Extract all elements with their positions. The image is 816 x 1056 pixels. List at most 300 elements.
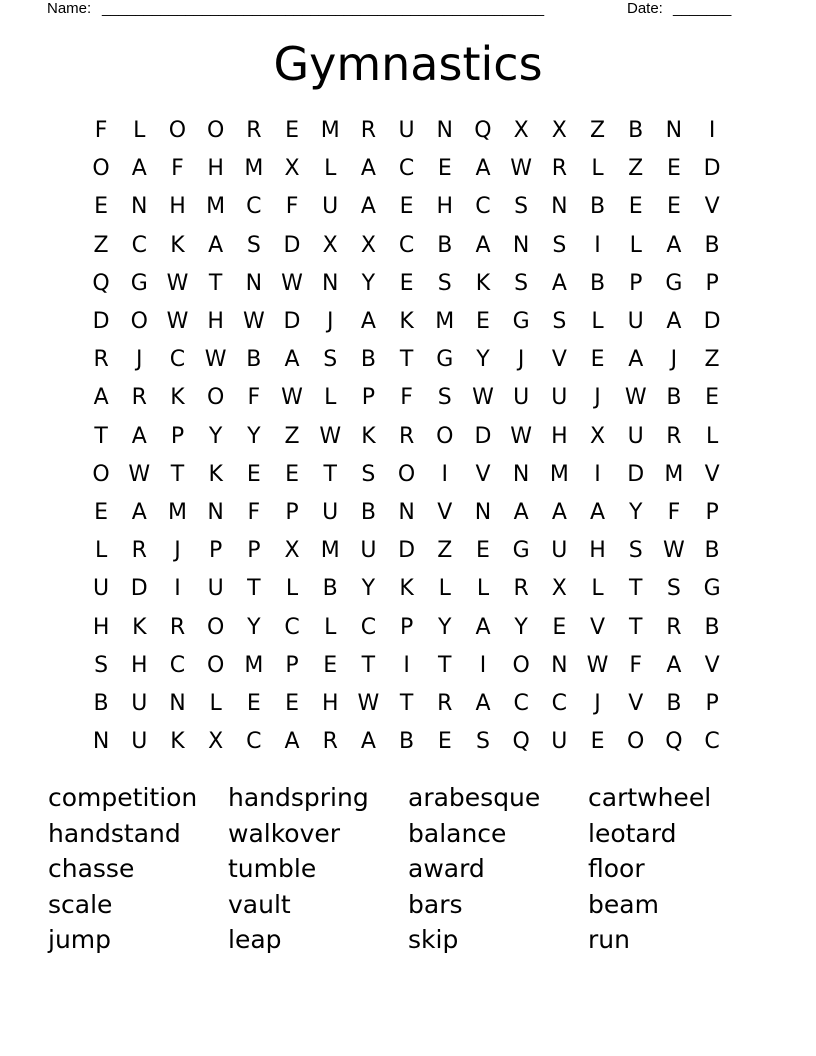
grid-letter[interactable]: W xyxy=(204,347,227,373)
grid-letter[interactable]: N xyxy=(474,499,492,525)
grid-letter[interactable]: D xyxy=(474,423,492,449)
grid-letter[interactable]: I xyxy=(479,652,487,678)
grid-letter[interactable]: A xyxy=(628,347,644,373)
grid-letter[interactable]: Q xyxy=(512,729,530,755)
grid-letter[interactable]: N xyxy=(512,461,530,487)
grid-letter[interactable]: G xyxy=(512,309,530,335)
grid-letter[interactable]: X xyxy=(208,729,224,755)
grid-letter[interactable]: O xyxy=(206,652,225,678)
grid-letter[interactable]: B xyxy=(437,232,453,258)
grid-letter[interactable]: P xyxy=(285,499,299,525)
date-field[interactable]: _______ xyxy=(673,0,732,17)
grid-letter[interactable]: R xyxy=(513,576,529,602)
grid-letter[interactable]: E xyxy=(285,118,299,144)
grid-letter[interactable]: W xyxy=(510,423,533,449)
grid-letter[interactable]: O xyxy=(397,461,416,487)
grid-letter[interactable]: L xyxy=(133,118,146,144)
grid-letter[interactable]: N xyxy=(169,690,186,716)
grid-letter[interactable]: D xyxy=(703,156,721,182)
grid-letter[interactable]: L xyxy=(285,576,299,602)
grid-letter[interactable]: M xyxy=(167,499,187,525)
grid-letter[interactable]: P xyxy=(705,270,719,296)
grid-letter[interactable]: L xyxy=(324,156,337,182)
grid-letter[interactable]: G xyxy=(703,576,721,602)
grid-letter[interactable]: M xyxy=(320,538,340,564)
grid-letter[interactable]: U xyxy=(551,729,568,755)
grid-letter[interactable]: V xyxy=(475,461,491,487)
grid-letter[interactable]: K xyxy=(475,270,491,296)
grid-letter[interactable]: P xyxy=(629,270,643,296)
grid-letter[interactable]: W xyxy=(242,309,265,335)
grid-letter[interactable]: E xyxy=(285,690,299,716)
grid-letter[interactable]: R xyxy=(131,385,147,411)
grid-letter[interactable]: S xyxy=(323,347,338,373)
grid-letter[interactable]: W xyxy=(281,385,303,411)
grid-letter[interactable]: A xyxy=(131,156,147,182)
grid-letter[interactable]: E xyxy=(628,194,643,220)
grid-letter[interactable]: W xyxy=(510,156,533,182)
grid-letter[interactable]: S xyxy=(94,652,109,678)
grid-letter[interactable]: B xyxy=(589,270,606,296)
grid-letter[interactable]: X xyxy=(513,118,529,144)
grid-letter[interactable]: C xyxy=(704,729,720,755)
grid-letter[interactable]: A xyxy=(475,232,491,258)
grid-letter[interactable]: C xyxy=(169,652,186,678)
grid-letter[interactable]: I xyxy=(594,461,601,487)
grid-letter[interactable]: N xyxy=(245,270,263,296)
grid-letter[interactable]: B xyxy=(93,690,109,716)
grid-letter[interactable]: R xyxy=(131,538,147,564)
grid-letter[interactable]: Z xyxy=(284,423,300,449)
grid-letter[interactable]: T xyxy=(361,652,376,678)
grid-letter[interactable]: O xyxy=(627,729,645,755)
grid-letter[interactable]: E xyxy=(590,347,605,373)
grid-letter[interactable]: W xyxy=(166,270,189,296)
grid-letter[interactable]: B xyxy=(628,118,644,144)
grid-letter[interactable]: M xyxy=(244,156,264,182)
grid-letter[interactable]: O xyxy=(92,156,110,182)
grid-letter[interactable]: P xyxy=(247,538,261,564)
grid-letter[interactable]: E xyxy=(705,385,720,411)
grid-letter[interactable]: A xyxy=(208,232,224,258)
grid-letter[interactable]: R xyxy=(246,118,262,144)
grid-letter[interactable]: Z xyxy=(589,118,606,144)
grid-letter[interactable]: E xyxy=(437,729,452,755)
grid-letter[interactable]: E xyxy=(94,499,109,525)
grid-letter[interactable]: A xyxy=(360,729,376,755)
grid-letter[interactable]: X xyxy=(284,538,300,564)
grid-letter[interactable]: C xyxy=(169,347,186,373)
grid-letter[interactable]: N xyxy=(436,118,454,144)
grid-letter[interactable]: X xyxy=(551,118,567,144)
grid-letter[interactable]: B xyxy=(360,499,376,525)
grid-letter[interactable]: L xyxy=(209,690,222,716)
grid-letter[interactable]: M xyxy=(664,461,684,487)
grid-letter[interactable]: I xyxy=(403,652,410,678)
grid-letter[interactable]: L xyxy=(94,538,108,564)
grid-letter[interactable]: C xyxy=(131,232,147,258)
grid-letter[interactable]: E xyxy=(323,652,338,678)
grid-letter[interactable]: C xyxy=(551,690,568,716)
grid-letter[interactable]: O xyxy=(168,118,187,144)
grid-row xyxy=(82,685,732,723)
name-field[interactable]: _____________________________________________________ xyxy=(102,0,545,17)
grid-letter[interactable]: H xyxy=(589,538,606,564)
grid-letter[interactable]: E xyxy=(246,690,261,716)
grid-letter[interactable]: U xyxy=(627,423,644,449)
grid-letter[interactable]: U xyxy=(627,309,644,335)
grid-letter[interactable]: H xyxy=(207,156,224,182)
grid-letter[interactable]: X xyxy=(322,232,338,258)
grid-letter[interactable]: Y xyxy=(247,614,261,640)
grid-letter[interactable]: B xyxy=(666,690,682,716)
grid-letter[interactable]: K xyxy=(170,729,185,755)
grid-letter[interactable]: X xyxy=(589,423,606,449)
grid-letter[interactable]: O xyxy=(436,423,454,449)
grid-letter[interactable]: B xyxy=(666,385,682,411)
grid-letter[interactable]: W xyxy=(624,385,647,411)
grid-letter[interactable]: N xyxy=(398,499,415,525)
grid-letter[interactable]: U xyxy=(322,499,339,525)
grid-letter[interactable]: N xyxy=(551,194,568,220)
grid-letter[interactable]: F xyxy=(629,652,643,678)
grid-letter[interactable]: B xyxy=(322,576,338,602)
grid-letter[interactable]: K xyxy=(399,309,414,335)
grid-letter[interactable]: Y xyxy=(476,347,490,373)
grid-letter[interactable]: J xyxy=(136,347,143,373)
grid-letter[interactable]: S xyxy=(514,270,529,296)
grid-letter[interactable]: G xyxy=(665,270,683,296)
word-bank-item: balance xyxy=(408,818,507,848)
grid-letter[interactable]: E xyxy=(666,156,681,182)
grid-letter[interactable]: K xyxy=(132,614,147,640)
grid-letter[interactable]: H xyxy=(131,652,148,678)
grid-letter[interactable]: V xyxy=(437,499,453,525)
grid-letter[interactable]: E xyxy=(590,729,605,755)
grid-letter[interactable]: T xyxy=(247,576,261,602)
grid-letter[interactable]: I xyxy=(174,576,181,602)
grid-letter[interactable]: E xyxy=(285,461,299,487)
word-bank-item: tumble xyxy=(228,854,317,883)
grid-letter[interactable]: J xyxy=(594,690,601,716)
grid-letter[interactable]: L xyxy=(324,614,337,640)
grid-letter[interactable]: X xyxy=(360,232,376,258)
grid-letter[interactable]: C xyxy=(475,194,491,220)
grid-letter[interactable]: N xyxy=(92,729,110,755)
grid-letter[interactable]: A xyxy=(284,729,300,755)
grid-letter[interactable]: S xyxy=(666,576,681,602)
grid-letter[interactable]: C xyxy=(398,232,415,258)
grid-letter[interactable]: J xyxy=(594,385,601,411)
grid-letter[interactable]: T xyxy=(628,614,643,640)
grid-letter[interactable]: B xyxy=(704,232,720,258)
grid-letter[interactable]: C xyxy=(246,729,262,755)
grid-letter[interactable]: S xyxy=(552,232,567,258)
grid-letter[interactable]: P xyxy=(285,652,299,678)
grid-letter[interactable]: U xyxy=(360,538,377,564)
grid-letter[interactable]: A xyxy=(551,270,567,296)
grid-letter[interactable]: T xyxy=(438,652,452,678)
grid-letter[interactable]: R xyxy=(398,423,415,449)
grid-letter[interactable]: A xyxy=(360,309,376,335)
grid-letter[interactable]: D xyxy=(130,576,148,602)
grid-letter[interactable]: T xyxy=(399,347,414,373)
grid-letter[interactable]: A xyxy=(666,309,682,335)
grid-letter[interactable]: N xyxy=(665,118,683,144)
grid-letter[interactable]: E xyxy=(246,461,261,487)
grid-letter[interactable]: K xyxy=(170,385,185,411)
grid-letter[interactable]: D xyxy=(283,232,301,258)
grid-letter[interactable]: T xyxy=(208,270,223,296)
grid-letter[interactable]: P xyxy=(209,538,223,564)
grid-letter[interactable]: N xyxy=(512,232,530,258)
grid-letter[interactable]: Y xyxy=(361,270,376,296)
grid-letter[interactable]: R xyxy=(666,423,682,449)
grid-letter[interactable]: R xyxy=(666,614,682,640)
grid-letter[interactable]: C xyxy=(246,194,262,220)
grid-letter[interactable]: Q xyxy=(665,729,683,755)
grid-letter[interactable]: F xyxy=(400,385,413,411)
grid-letter[interactable]: F xyxy=(247,499,261,525)
grid-letter[interactable]: X xyxy=(284,156,300,182)
grid-letter[interactable]: U xyxy=(93,576,110,602)
grid-letter[interactable]: H xyxy=(436,194,454,220)
grid-letter[interactable]: Q xyxy=(474,118,492,144)
grid-letter[interactable]: L xyxy=(438,576,451,602)
grid-letter[interactable]: V xyxy=(704,652,720,678)
grid-letter[interactable]: K xyxy=(208,461,223,487)
grid-letter[interactable]: U xyxy=(322,194,339,220)
grid-letter[interactable]: S xyxy=(552,309,567,335)
grid-letter[interactable]: B xyxy=(246,347,262,373)
grid-letter[interactable]: S xyxy=(437,270,452,296)
grid-letter[interactable]: U xyxy=(131,690,148,716)
grid-letter[interactable]: E xyxy=(94,194,109,220)
grid-letter[interactable]: N xyxy=(131,194,148,220)
grid-letter[interactable]: I xyxy=(441,461,449,487)
grid-letter[interactable]: S xyxy=(475,729,490,755)
grid-letter[interactable]: C xyxy=(360,614,377,640)
grid-letter[interactable]: R xyxy=(93,347,109,373)
grid-letter[interactable]: S xyxy=(628,538,643,564)
grid-row xyxy=(82,532,732,570)
grid-letter[interactable]: O xyxy=(206,614,225,640)
grid-letter[interactable]: C xyxy=(398,156,415,182)
grid-letter[interactable]: S xyxy=(437,385,452,411)
grid-letter[interactable]: Z xyxy=(704,347,720,373)
grid-letter[interactable]: U xyxy=(551,538,568,564)
grid-letter[interactable]: Y xyxy=(247,423,261,449)
grid-letter[interactable]: A xyxy=(666,652,682,678)
grid-letter[interactable]: T xyxy=(170,461,185,487)
grid-letter[interactable]: E xyxy=(476,309,490,335)
grid-letter[interactable]: G xyxy=(436,347,454,373)
grid-letter[interactable]: B xyxy=(704,614,720,640)
grid-letter[interactable]: D xyxy=(283,309,301,335)
grid-letter[interactable]: Q xyxy=(92,270,110,296)
grid-letter[interactable]: E xyxy=(666,194,681,220)
grid-letter[interactable]: R xyxy=(360,118,377,144)
grid-letter[interactable]: F xyxy=(247,385,261,411)
grid-letter[interactable]: J xyxy=(670,347,678,373)
grid-letter[interactable]: B xyxy=(704,538,720,564)
grid-letter[interactable]: M xyxy=(320,118,340,144)
grid-letter[interactable]: D xyxy=(398,538,416,564)
grid-letter[interactable]: L xyxy=(629,232,642,258)
grid-letter[interactable]: O xyxy=(92,461,110,487)
grid-letter[interactable]: Y xyxy=(208,423,223,449)
grid-letter[interactable]: U xyxy=(513,385,530,411)
grid-letter[interactable]: Y xyxy=(514,614,528,640)
grid-letter[interactable]: A xyxy=(590,499,606,525)
grid-letter[interactable]: P xyxy=(361,385,376,411)
grid-letter[interactable]: G xyxy=(512,538,530,564)
grid-letter[interactable]: A xyxy=(360,194,376,220)
grid-letter[interactable]: N xyxy=(551,652,568,678)
grid-letter[interactable]: U xyxy=(207,576,224,602)
grid-letter[interactable]: M xyxy=(206,194,226,220)
grid-letter[interactable]: L xyxy=(705,423,719,449)
grid-letter[interactable]: B xyxy=(589,194,606,220)
grid-letter[interactable]: W xyxy=(357,690,380,716)
grid-letter[interactable]: C xyxy=(284,614,300,640)
grid-letter[interactable]: V xyxy=(590,614,606,640)
grid-letter[interactable]: Z xyxy=(628,156,644,182)
grid-letter[interactable]: K xyxy=(399,576,414,602)
grid-letter[interactable]: A xyxy=(475,614,491,640)
grid-letter[interactable]: J xyxy=(326,309,334,335)
grid-row xyxy=(82,112,732,150)
grid-letter[interactable]: W xyxy=(166,309,189,335)
grid-letter[interactable]: E xyxy=(399,194,414,220)
grid-letter[interactable]: V xyxy=(551,347,567,373)
grid-letter[interactable]: K xyxy=(170,232,185,258)
grid-letter[interactable]: C xyxy=(513,690,529,716)
grid-letter[interactable]: D xyxy=(703,309,721,335)
grid-letter[interactable]: R xyxy=(437,690,453,716)
grid-letter[interactable]: F xyxy=(171,156,184,182)
grid-letter[interactable]: F xyxy=(285,194,299,220)
grid-letter[interactable]: A xyxy=(131,423,147,449)
grid-letter[interactable]: F xyxy=(667,499,681,525)
grid-letter[interactable]: E xyxy=(437,156,452,182)
grid-letter[interactable]: L xyxy=(324,385,337,411)
grid-letter[interactable]: E xyxy=(476,538,490,564)
grid-letter[interactable]: A xyxy=(131,499,147,525)
grid-letter[interactable]: M xyxy=(549,461,569,487)
grid-letter[interactable]: S xyxy=(514,194,529,220)
grid-letter[interactable]: Y xyxy=(438,614,452,640)
grid-letter[interactable]: G xyxy=(130,270,148,296)
grid-letter[interactable]: D xyxy=(627,461,645,487)
grid-letter[interactable]: L xyxy=(591,309,604,335)
grid-letter[interactable]: V xyxy=(704,461,720,487)
grid-letter[interactable]: A xyxy=(551,499,567,525)
grid-letter[interactable]: B xyxy=(360,347,376,373)
grid-letter[interactable]: O xyxy=(206,118,225,144)
grid-letter[interactable]: L xyxy=(476,576,490,602)
grid-letter[interactable]: H xyxy=(551,423,568,449)
grid-letter[interactable]: O xyxy=(130,309,148,335)
grid-letter[interactable]: A xyxy=(284,347,300,373)
grid-letter[interactable]: X xyxy=(551,576,567,602)
grid-letter[interactable]: M xyxy=(244,652,264,678)
grid-letter[interactable]: A xyxy=(360,156,376,182)
grid-letter[interactable]: A xyxy=(666,232,682,258)
grid-letter[interactable]: F xyxy=(94,118,108,144)
grid-letter[interactable]: T xyxy=(323,461,337,487)
grid-letter[interactable]: R xyxy=(551,156,567,182)
grid-letter[interactable]: H xyxy=(169,194,186,220)
grid-letter[interactable]: Y xyxy=(361,576,376,602)
word-bank-item: chasse xyxy=(48,854,135,883)
word-bank-item: handstand xyxy=(48,818,181,848)
grid-letter[interactable]: I xyxy=(594,232,601,258)
grid-letter[interactable]: P xyxy=(705,690,719,716)
grid-letter[interactable]: U xyxy=(131,729,148,755)
grid-letter[interactable]: Y xyxy=(628,499,643,525)
grid-letter[interactable]: V xyxy=(628,690,644,716)
grid-letter[interactable]: N xyxy=(321,270,339,296)
grid-letter[interactable]: I xyxy=(708,118,716,144)
grid-letter[interactable]: B xyxy=(399,729,415,755)
grid-letter[interactable]: O xyxy=(206,385,225,411)
grid-letter[interactable]: E xyxy=(399,270,414,296)
grid-letter[interactable]: W xyxy=(663,538,685,564)
grid-letter[interactable]: S xyxy=(246,232,261,258)
grid-letter[interactable]: O xyxy=(512,652,530,678)
grid-letter[interactable]: W xyxy=(281,270,303,296)
grid-letter[interactable]: Z xyxy=(93,232,109,258)
grid-letter[interactable]: Z xyxy=(437,538,453,564)
grid-letter[interactable]: J xyxy=(174,538,181,564)
word-bank-item: run xyxy=(588,925,630,954)
grid-letter[interactable]: P xyxy=(399,614,414,640)
grid-letter[interactable]: E xyxy=(552,614,567,640)
grid-letter[interactable]: J xyxy=(517,347,525,373)
grid-letter[interactable]: K xyxy=(361,423,376,449)
grid-letter[interactable]: H xyxy=(207,309,224,335)
grid-letter[interactable]: T xyxy=(628,576,643,602)
grid-letter[interactable]: U xyxy=(398,118,415,144)
grid-letter[interactable]: R xyxy=(322,729,338,755)
grid-letter[interactable]: T xyxy=(399,690,414,716)
grid-letter[interactable]: A xyxy=(475,690,491,716)
grid-row xyxy=(82,227,732,265)
grid-letter[interactable]: H xyxy=(321,690,339,716)
grid-letter[interactable]: W xyxy=(472,385,494,411)
grid-letter[interactable]: R xyxy=(169,614,186,640)
grid-letter[interactable]: L xyxy=(591,156,604,182)
grid-letter[interactable]: P xyxy=(705,499,719,525)
grid-letter[interactable]: A xyxy=(475,156,491,182)
grid-letter[interactable]: H xyxy=(92,614,110,640)
grid-letter[interactable]: A xyxy=(93,385,109,411)
grid-letter[interactable]: N xyxy=(207,499,224,525)
grid-letter[interactable]: P xyxy=(170,423,185,449)
grid-letter[interactable]: A xyxy=(513,499,529,525)
grid-letter[interactable]: W xyxy=(586,652,609,678)
grid-letter[interactable]: U xyxy=(551,385,568,411)
grid-letter[interactable]: W xyxy=(128,461,151,487)
grid-letter[interactable]: D xyxy=(92,309,110,335)
grid-letter[interactable]: M xyxy=(435,309,455,335)
grid-letter[interactable]: S xyxy=(361,461,376,487)
grid-letter[interactable]: V xyxy=(704,194,720,220)
grid-letter[interactable]: L xyxy=(591,576,604,602)
grid-letter[interactable]: T xyxy=(94,423,108,449)
grid-letter[interactable]: W xyxy=(319,423,342,449)
